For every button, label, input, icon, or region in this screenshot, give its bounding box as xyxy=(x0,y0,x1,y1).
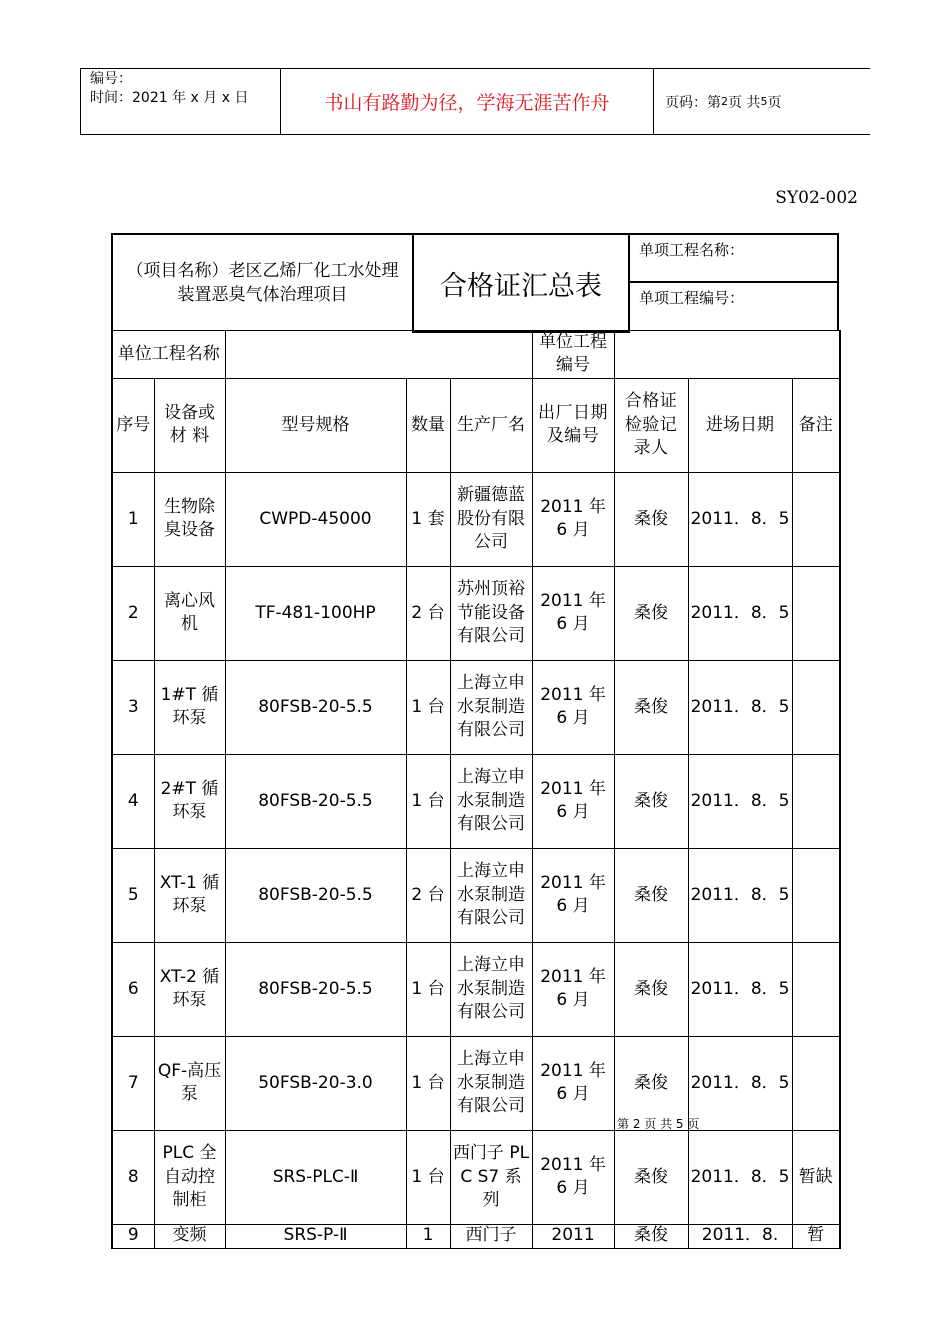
row-no: 7 xyxy=(112,1036,154,1130)
row-qty: 1 台 xyxy=(406,754,450,848)
row-qty: 2 台 xyxy=(406,848,450,942)
row-no: 5 xyxy=(112,848,154,942)
row-inspector: 桑俊 xyxy=(614,754,688,848)
col-header-no: 序号 xyxy=(112,378,154,472)
row-model: 80FSB-20-5.5 xyxy=(225,942,406,1036)
row-inspector: 桑俊 xyxy=(614,566,688,660)
row-maker: 上海立申水泵制造有限公司 xyxy=(450,942,532,1036)
table-row xyxy=(112,566,840,660)
row-model: 80FSB-20-5.5 xyxy=(225,660,406,754)
page-label-a: 页码：第 xyxy=(665,94,721,111)
header-page-info xyxy=(654,69,870,134)
row-item: XT-2 循环泵 xyxy=(154,942,225,1036)
row-note xyxy=(792,848,840,942)
table-row xyxy=(112,472,840,566)
time-label: 时间：2021 年 x 月 x 日 xyxy=(90,90,249,106)
row-qty: 1 台 xyxy=(406,1036,450,1130)
row-qty: 1 台 xyxy=(406,660,450,754)
row-model: 80FSB-20-5.5 xyxy=(225,848,406,942)
row-item: 生物除臭设备 xyxy=(154,472,225,566)
row-entry-date: 2011．8．5 xyxy=(688,754,792,848)
row-note: 暂 xyxy=(792,1224,840,1248)
row-model: SRS-P-Ⅱ xyxy=(225,1224,406,1248)
row-item: 离心风机 xyxy=(154,566,225,660)
row-no: 2 xyxy=(112,566,154,660)
row-date: 2011 年 6 月 xyxy=(532,754,614,848)
row-date: 2011 年 6 月 xyxy=(532,660,614,754)
row-no: 6 xyxy=(112,942,154,1036)
row-inspector: 桑俊 xyxy=(614,1036,688,1130)
row-date: 2011 年 6 月 xyxy=(532,472,614,566)
row-note xyxy=(792,472,840,566)
row-date: 2011 年 6 月 xyxy=(532,566,614,660)
row-entry-date: 2011．8．5 xyxy=(688,848,792,942)
row-model: CWPD-45000 xyxy=(225,472,406,566)
row-maker: 西门子 xyxy=(450,1224,532,1248)
unit-code-value xyxy=(614,331,840,379)
row-model: TF-481-100HP xyxy=(225,566,406,660)
table-row xyxy=(112,942,840,1036)
row-no: 9 xyxy=(112,1224,154,1248)
row-model: SRS-PLC-Ⅱ xyxy=(225,1130,406,1224)
row-maker: 上海立申水泵制造有限公司 xyxy=(450,848,532,942)
single-project-name-label: 单项工程名称： xyxy=(630,235,837,283)
row-model: 80FSB-20-5.5 xyxy=(225,754,406,848)
row-date: 2011 xyxy=(532,1224,614,1248)
row-entry-date: 2011．8．5 xyxy=(688,566,792,660)
row-item: 1#T 循环泵 xyxy=(154,660,225,754)
number-label: 编号： xyxy=(90,71,132,87)
row-note xyxy=(792,942,840,1036)
unit-row xyxy=(112,331,840,379)
row-qty: 2 台 xyxy=(406,566,450,660)
row-item: 2#T 循环泵 xyxy=(154,754,225,848)
row-maker: 上海立申水泵制造有限公司 xyxy=(450,754,532,848)
form-title: 合格证汇总表 xyxy=(412,235,630,333)
col-header-note: 备注 xyxy=(792,378,840,472)
row-no: 1 xyxy=(112,472,154,566)
header-motto: 书山有路勤为径，学海无涯苦作舟 xyxy=(281,69,654,134)
unit-code-label: 单位工程编号 xyxy=(532,331,614,379)
page-header xyxy=(80,68,870,135)
table-row xyxy=(112,754,840,848)
row-date: 2011 年 6 月 xyxy=(532,1130,614,1224)
row-item: QF-高压泵 xyxy=(154,1036,225,1130)
row-entry-date: 2011．8．5 xyxy=(688,472,792,566)
row-entry-date: 2011．8. xyxy=(688,1224,792,1248)
page-label-b: 页 共 xyxy=(728,94,761,111)
col-header-item: 设备或材 料 xyxy=(154,378,225,472)
col-header-maker: 生产厂名 xyxy=(450,378,532,472)
row-item: PLC 全自动控制柜 xyxy=(154,1130,225,1224)
row-entry-date: 2011．8．5 xyxy=(688,942,792,1036)
unit-name-value xyxy=(225,331,532,379)
col-header-inspector: 合格证检验记录人 xyxy=(614,378,688,472)
row-inspector: 桑俊 xyxy=(614,660,688,754)
row-qty: 1 台 xyxy=(406,1130,450,1224)
table-row xyxy=(112,660,840,754)
row-date: 2011 年 6 月 xyxy=(532,942,614,1036)
project-name: （项目名称）老区乙烯厂化工水处理装置恶臭气体治理项目 xyxy=(126,261,399,305)
row-entry-date: 2011．8．5 xyxy=(688,1130,792,1224)
page-footer: 第 2 页 共 5 页 xyxy=(617,1117,700,1131)
single-project-code-label: 单项工程编号： xyxy=(639,289,745,307)
header-meta xyxy=(80,69,281,134)
row-item: XT-1 循环泵 xyxy=(154,848,225,942)
row-maker: 上海立申水泵制造有限公司 xyxy=(450,660,532,754)
col-header-qty: 数量 xyxy=(406,378,450,472)
table-row xyxy=(112,1036,840,1130)
row-item: 变频 xyxy=(154,1224,225,1248)
row-inspector: 桑俊 xyxy=(614,472,688,566)
row-maker: 苏州顶裕节能设备有限公司 xyxy=(450,566,532,660)
page-label-c: 页 xyxy=(767,94,782,111)
row-note: 暂缺 xyxy=(792,1130,840,1224)
row-inspector: 桑俊 xyxy=(614,1224,688,1248)
row-note xyxy=(792,566,840,660)
col-header-date: 出厂日期及编号 xyxy=(532,378,614,472)
column-header-row xyxy=(112,378,840,472)
row-inspector: 桑俊 xyxy=(614,942,688,1036)
row-qty: 1 xyxy=(406,1224,450,1248)
certificate-summary-table xyxy=(111,330,841,1249)
row-no: 3 xyxy=(112,660,154,754)
row-model: 50FSB-20-3.0 xyxy=(225,1036,406,1130)
row-no: 4 xyxy=(112,754,154,848)
col-header-entry-date: 进场日期 xyxy=(688,378,792,472)
row-note xyxy=(792,660,840,754)
row-date: 2011 年 6 月 xyxy=(532,848,614,942)
row-maker: 上海立申水泵制造有限公司 xyxy=(450,1036,532,1130)
row-maker: 新疆德蓝股份有限公司 xyxy=(450,472,532,566)
row-no: 8 xyxy=(112,1130,154,1224)
page-number: 2 xyxy=(721,95,728,108)
unit-name-label: 单位工程名称 xyxy=(112,331,225,379)
title-block xyxy=(111,233,839,331)
table-body xyxy=(112,472,840,1248)
row-entry-date: 2011．8．5 xyxy=(688,1036,792,1130)
table-row xyxy=(112,848,840,942)
document-code: SY02-002 xyxy=(775,188,858,208)
row-entry-date: 2011．8．5 xyxy=(688,660,792,754)
col-header-model: 型号规格 xyxy=(225,378,406,472)
row-maker: 西门子 PLC S7 系列 xyxy=(450,1130,532,1224)
row-note xyxy=(792,754,840,848)
row-inspector: 桑俊 xyxy=(614,1130,688,1224)
page-total: 5 xyxy=(760,95,768,108)
table-row xyxy=(112,1224,840,1248)
row-qty: 1 套 xyxy=(406,472,450,566)
row-inspector: 桑俊 xyxy=(614,848,688,942)
row-qty: 1 台 xyxy=(406,942,450,1036)
row-date: 2011 年 6 月 xyxy=(532,1036,614,1130)
row-note xyxy=(792,1036,840,1130)
table-row xyxy=(112,1130,840,1224)
